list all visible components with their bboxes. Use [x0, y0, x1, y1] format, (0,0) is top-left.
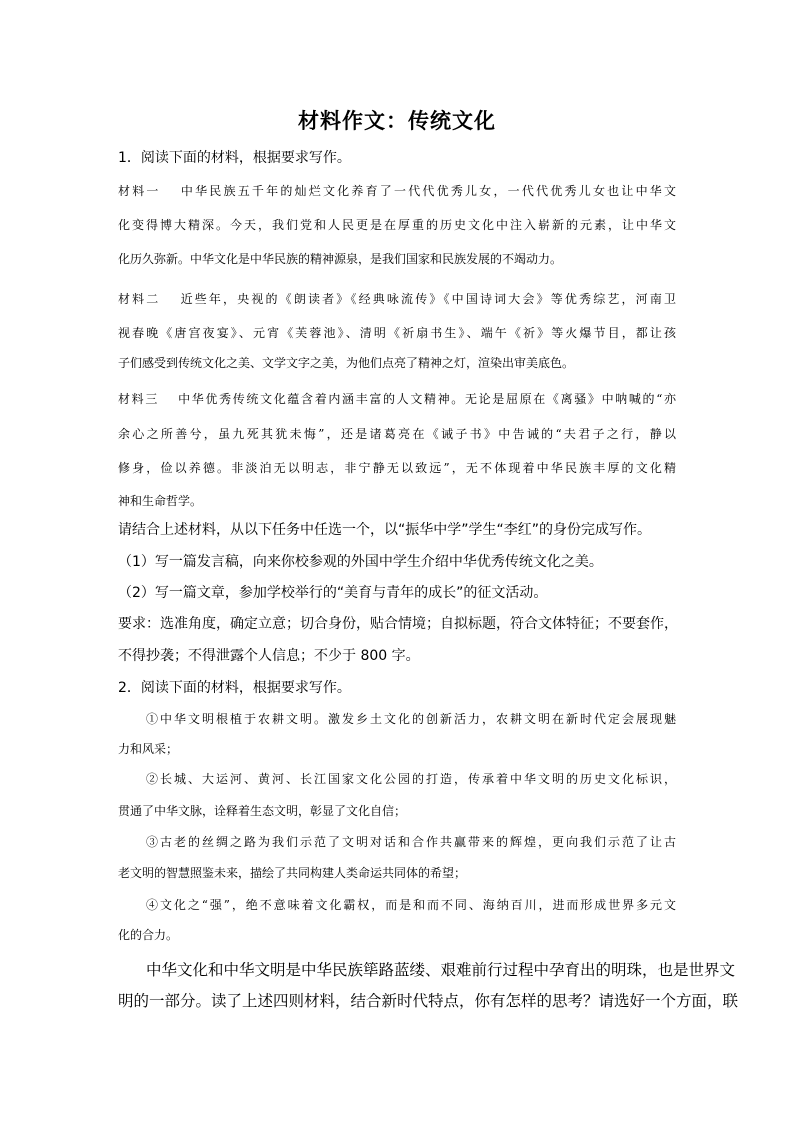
- material-3-line-1: 材料三 中华优秀传统文化蕴含着内涵丰富的人文精神。无论是屈原在《离骚》中呐喊的“亦: [118, 392, 676, 406]
- option-1: （1）写一篇发言稿，向来你校参观的外国中学生介绍中华优秀传统文化之美。: [118, 554, 603, 570]
- item-4-line-1: ④文化之“强”，绝不意味着文化霸权，而是和而不同、海纳百川，进而形成世界多元文: [146, 898, 676, 912]
- item-3-line-1: ③古老的丝绸之路为我们示范了文明对话和合作共赢带来的辉煌，更向我们示范了让古: [146, 835, 676, 849]
- item-1-line-2: 力和风采；: [118, 742, 179, 756]
- material-2-line-2: 视春晚《唐宫夜宴》、元宵《芙蓉池》、清明《祈扇书生》、端午《祈》等火爆节目，都让孩: [118, 326, 676, 340]
- closing-line-2: 明的一部分。读了上述四则材料，结合新时代特点，你有怎样的思考？请选好一个方面，联: [118, 992, 739, 1010]
- requirements-line-2: 不得抄袭；不得泄露个人信息；不少于 800 字。: [118, 648, 420, 664]
- closing-line-1: 中华文化和中华文明是中华民族筚路蓝缕、艰难前行过程中孕育出的明珠，也是世界文: [146, 961, 736, 979]
- option-2: （2）写一篇文章，参加学校举行的“美育与青年的成长”的征文活动。: [118, 585, 548, 601]
- task-instruction: 请结合上述材料，从以下任务中任选一个，以“振华中学”学生“李红”的身份完成写作。: [118, 522, 652, 538]
- material-3-line-2: 余心之所善兮，虽九死其犹未悔”，还是诸葛亮在《诫子书》中告诫的“夫君子之行，静以: [118, 427, 676, 441]
- item-3-line-2: 老文明的智慧照鉴未来，描绘了共同构建人类命运共同体的希望；: [118, 866, 467, 880]
- item-2-line-1: ②长城、大运河、黄河、长江国家文化公园的打造，传承着中华文明的历史文化标识，: [146, 772, 676, 786]
- material-3-line-4: 神和生命哲学。: [118, 494, 203, 508]
- item-1-line-1: ①中华文明根植于农耕文明。激发乡土文化的创新活力，农耕文明在新时代定会展现魅: [146, 712, 676, 726]
- material-3-line-3: 修身，俭以养德。非淡泊无以明志，非宁静无以致远”，无不体现着中华民族丰厚的文化精: [118, 461, 676, 475]
- item-2-line-2: 贯通了中华文脉，诠释着生态文明，彰显了文化自信；: [118, 804, 407, 818]
- question-1-intro: 1．阅读下面的材料，根据要求写作。: [118, 150, 351, 166]
- requirements-line-1: 要求：选准角度，确定立意；切合身份，贴合情境；自拟标题，符合文体特征；不要套作，: [118, 616, 678, 632]
- item-4-line-2: 化的合力。: [118, 928, 179, 942]
- question-2-intro: 2．阅读下面的材料，根据要求写作。: [118, 680, 351, 696]
- page-title: 材料作文：传统文化: [298, 108, 496, 133]
- material-2-line-1: 材料二 近些年，央视的《朗读者》《经典咏流传》《中国诗词大会》等优秀综艺，河南卫: [118, 292, 676, 306]
- material-2-line-3: 子们感受到传统文化之美、文学文字之美，为他们点亮了精神之灯，渲染出审美底色。: [118, 356, 575, 370]
- material-1-line-2: 化变得博大精深。今天，我们党和人民更是在厚重的历史文化中注入崭新的元素，让中华文: [118, 218, 676, 232]
- material-1-line-3: 化历久弥新。中华文化是中华民族的精神源泉，是我们国家和民族发展的不竭动力。: [118, 252, 563, 266]
- material-1-line-1: 材料一 中华民族五千年的灿烂文化养育了一代代优秀儿女，一代代优秀儿女也让中华文: [118, 184, 676, 198]
